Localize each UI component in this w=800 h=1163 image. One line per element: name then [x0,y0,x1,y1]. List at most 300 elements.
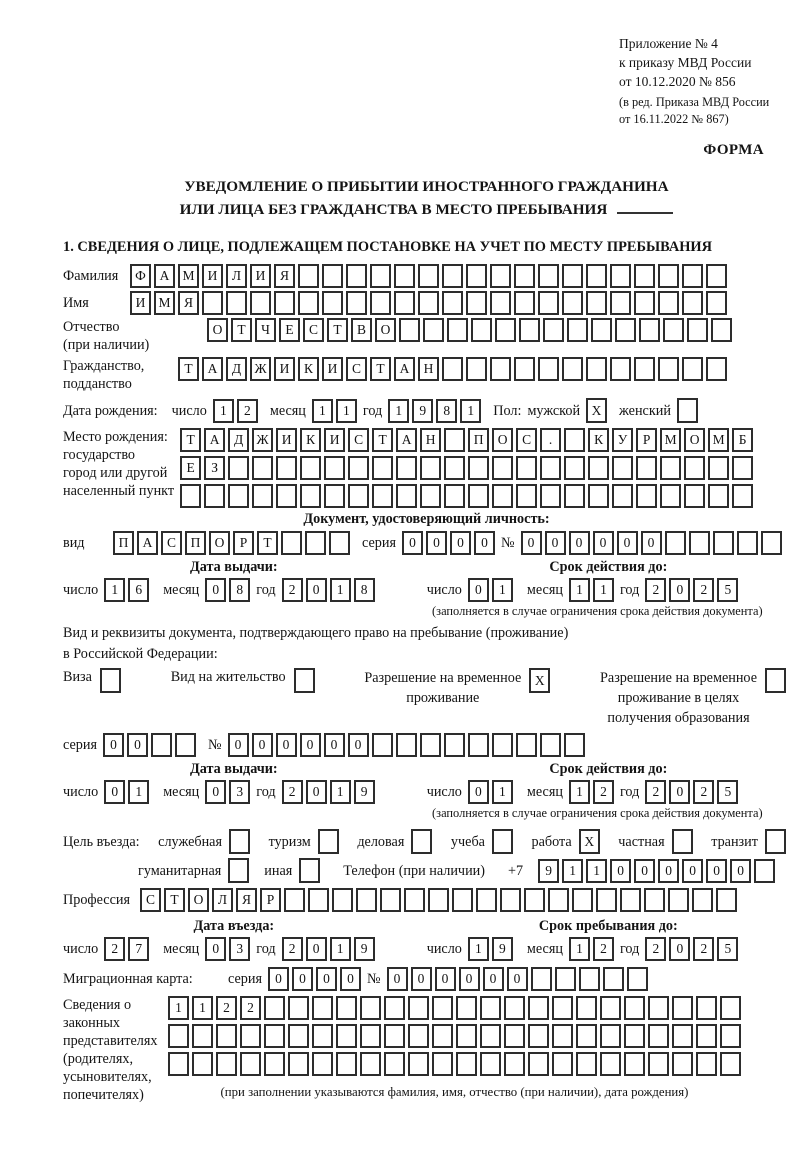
char-cell [576,996,597,1020]
char-cell [240,1052,261,1076]
birth-place-label-line-4: населенный пункт [63,483,175,499]
char-cell [689,531,710,555]
patronymic-row [63,318,790,354]
char-cell [471,318,492,342]
char-cell [281,531,302,555]
char-cell: 0 [730,859,751,883]
char-cell [658,264,679,288]
char-cell [324,484,345,508]
valid-year-label: год [619,582,640,598]
char-cell: И [202,264,223,288]
birth-place-row-2 [180,456,753,480]
char-cell: 0 [306,780,327,804]
char-cell [692,888,713,912]
char-cell: Р [260,888,281,912]
char-cell: 1 [336,399,357,423]
identity-doc-dates [63,559,790,619]
char-cell: О [375,318,396,342]
char-cell [588,456,609,480]
temp-residence-education-label-line-3: получения образования [607,710,750,726]
char-cell [528,1024,549,1048]
char-cell: 1 [330,937,351,961]
char-cell [384,996,405,1020]
reps-label-line-4: (родителях, [63,1051,134,1067]
temp-residence-label-line-1: Разрешение на временное [364,670,522,686]
stay-year-cells [645,937,738,961]
char-cell [276,484,297,508]
char-cell [720,996,741,1020]
char-cell: К [298,357,319,381]
char-cell: Т [372,428,393,452]
entry-month-cells [205,937,250,961]
char-cell [682,264,703,288]
sex-male-checkbox: X [586,398,607,423]
char-cell: 5 [717,937,738,961]
res-valid-month-cells [569,780,614,804]
char-cell: 1 [312,399,333,423]
char-cell [538,291,559,315]
char-cell: 1 [213,399,234,423]
surname-label: Фамилия [63,268,119,284]
char-cell: 2 [593,780,614,804]
char-cell [420,733,441,757]
char-cell: 1 [192,996,213,1020]
char-cell: Т [178,357,199,381]
char-cell [600,996,621,1020]
char-cell: С [516,428,537,452]
char-cell [490,357,511,381]
char-cell: Ч [255,318,276,342]
char-cell [480,1052,501,1076]
birth-date-row [63,398,790,423]
char-cell: 1 [492,780,513,804]
char-cell: 0 [402,531,423,555]
char-cell: 2 [645,780,666,804]
doc-valid-date-row [405,578,790,602]
res-valid-date-title: Срок действия до: [549,761,668,777]
char-cell [396,456,417,480]
valid-year-cells [645,578,738,602]
temp-residence-label [364,668,521,708]
char-cell [228,484,249,508]
char-cell [552,1024,573,1048]
issue-month-label: месяц [163,582,200,598]
stay-month-cells [569,937,614,961]
visit-purpose-row [63,829,790,854]
char-cell [250,291,271,315]
char-cell [672,1024,693,1048]
char-cell [732,484,753,508]
char-cell: П [185,531,206,555]
char-cell [648,1052,669,1076]
char-cell: Т [370,357,391,381]
char-cell: С [140,888,161,912]
purpose-other-checkbox [299,858,320,883]
surname-row [63,264,790,288]
char-cell: 1 [562,859,583,883]
char-cell: 0 [205,578,226,602]
char-cell: 1 [168,996,189,1020]
char-cell: П [113,531,134,555]
purpose-study [451,829,513,854]
char-cell [516,733,537,757]
char-cell: Т [257,531,278,555]
char-cell [360,1052,381,1076]
char-cell: М [660,428,681,452]
char-cell: 2 [645,578,666,602]
char-cell [276,456,297,480]
char-cell: 0 [669,937,690,961]
char-cell: 0 [459,967,480,991]
char-cell [567,318,588,342]
char-cell [620,888,641,912]
char-cell [420,484,441,508]
char-cell [706,264,727,288]
char-cell [442,291,463,315]
entry-day-label: число [63,941,99,957]
option-residence-permit [171,668,315,693]
char-cell: О [492,428,513,452]
valid-month-cells [569,578,614,602]
char-cell: 0 [669,578,690,602]
char-cell [456,1052,477,1076]
birth-day-label: число [171,402,207,419]
purpose-work-label: работа [531,833,572,850]
purpose-tourism-checkbox [318,829,339,854]
char-cell: Н [420,428,441,452]
reps-label-line-3: представителях [63,1033,158,1049]
char-cell [346,264,367,288]
char-cell [624,1024,645,1048]
residence-doc-intro-line-1: Вид и реквизиты документа, подтверждающего право на пребывание (проживание) [63,625,569,641]
reps-label-line-6: попечителях) [63,1087,144,1103]
res-issue-month-cells [205,780,250,804]
char-cell [524,888,545,912]
char-cell [720,1024,741,1048]
firstname-row [63,291,790,315]
char-cell: А [396,428,417,452]
residence-permit-label: Вид на жительство [170,669,286,685]
char-cell: Д [226,357,247,381]
char-cell [538,264,559,288]
char-cell [516,456,537,480]
visa-label: Виза [63,669,92,685]
char-cell: 0 [450,531,471,555]
res-series-label: серия [63,737,97,753]
migration-card-row [63,967,790,991]
char-cell [372,733,393,757]
char-cell [468,456,489,480]
char-cell: М [178,264,199,288]
purpose-tourism-label: туризм [268,833,311,850]
char-cell: 0 [104,780,125,804]
char-cell: 9 [354,780,375,804]
char-cell: 0 [205,937,226,961]
char-cell: И [130,291,151,315]
residence-permit-checkbox [294,668,315,693]
res-series-cells [103,733,196,757]
char-cell [226,291,247,315]
char-cell [648,996,669,1020]
char-cell [288,1052,309,1076]
entry-date-title: Дата въезда: [193,918,275,934]
title-line-2: ИЛИ ЛИЦА БЕЗ ГРАЖДАНСТВА В МЕСТО ПРЕБЫВАНИЯ [179,201,608,218]
char-cell [370,264,391,288]
char-cell [627,967,648,991]
char-cell [564,733,585,757]
char-cell: 2 [282,578,303,602]
char-cell [576,1052,597,1076]
birth-place-row-1 [180,428,753,452]
char-cell [588,484,609,508]
purpose-humanitarian-label: гуманитарная [138,862,222,879]
char-cell [684,456,705,480]
char-cell: 0 [634,859,655,883]
char-cell [660,456,681,480]
entry-date-row [63,937,405,961]
char-cell [711,318,732,342]
char-cell [516,484,537,508]
char-cell: А [394,357,415,381]
char-cell: К [300,428,321,452]
char-cell: И [274,357,295,381]
char-cell [444,456,465,480]
char-cell [480,996,501,1020]
char-cell [576,1024,597,1048]
patronymic-label-line-1: Отчество [63,319,120,335]
char-cell [564,484,585,508]
char-cell [408,1024,429,1048]
purpose-other-label: иная [264,862,293,879]
doc-series-label: серия [362,535,396,551]
char-cell: 2 [693,937,714,961]
birth-month-cells [312,399,357,423]
char-cell: 8 [354,578,375,602]
valid-day-label: число [426,582,462,598]
res-valid-date-row [405,780,790,804]
res-issue-date-block [63,761,405,821]
char-cell: Т [231,318,252,342]
char-cell [329,531,350,555]
char-cell: 2 [104,937,125,961]
char-cell [408,996,429,1020]
char-cell: 1 [593,578,614,602]
char-cell [404,888,425,912]
char-cell: 0 [545,531,566,555]
char-cell: 0 [276,733,297,757]
temp-residence-education-label-line-1: Разрешение на временное [600,670,757,686]
validity-restriction-note: (заполняется в случае ограничения срока действия документа) [432,604,763,618]
char-cell: А [202,357,223,381]
char-cell: 1 [330,780,351,804]
char-cell: 0 [306,578,327,602]
char-cell [514,357,535,381]
res-issue-day-cells [104,780,149,804]
char-cell [420,456,441,480]
annex-reference [619,34,790,128]
char-cell [504,996,525,1020]
sex-male-label: мужской [527,402,581,419]
char-cell: 2 [645,937,666,961]
char-cell [716,888,737,912]
annex-line-2: к приказу МВД России [619,55,752,70]
stay-until-title: Срок пребывания до: [538,918,678,934]
char-cell: А [154,264,175,288]
char-cell: 3 [229,780,250,804]
birth-place-label-line-2: государство [63,447,136,463]
char-cell [264,996,285,1020]
char-cell [312,996,333,1020]
char-cell: 0 [569,531,590,555]
char-cell [636,484,657,508]
char-cell: 1 [586,859,607,883]
char-cell: 5 [717,578,738,602]
char-cell: 0 [658,859,679,883]
reps-row-2 [168,1024,741,1048]
char-cell: 9 [412,399,433,423]
stay-until-row [405,937,790,961]
char-cell [514,291,535,315]
char-cell [372,484,393,508]
entry-year-label: год [256,941,276,957]
migcard-series-label: серия [228,971,262,987]
char-cell: 2 [693,780,714,804]
char-cell [612,484,633,508]
char-cell: С [303,318,324,342]
char-cell [168,1024,189,1048]
char-cell [447,318,468,342]
char-cell [660,484,681,508]
sex-female-checkbox [677,398,698,423]
char-cell: 0 [268,967,289,991]
char-cell: Я [236,888,257,912]
char-cell [495,318,516,342]
char-cell [370,291,391,315]
citizenship-label [63,357,172,393]
char-cell [308,888,329,912]
citizenship-row [63,357,790,393]
char-cell: 0 [292,967,313,991]
section-1-heading: 1. СВЕДЕНИЯ О ЛИЦЕ, ПОДЛЕЖАЩЕМ ПОСТАНОВКЕ НА УЧЕТ ПО МЕСТУ ПРЕБЫВАНИЯ [63,239,712,255]
char-cell [696,996,717,1020]
char-cell [151,733,172,757]
char-cell [600,1052,621,1076]
res-issue-day-label: число [63,784,99,800]
char-cell [312,1024,333,1048]
char-cell [442,357,463,381]
char-cell: О [207,318,228,342]
char-cell [687,318,708,342]
char-cell [737,531,758,555]
char-cell [305,531,326,555]
res-issue-year-cells [282,780,375,804]
char-cell [624,1052,645,1076]
purpose-transit-checkbox [765,829,786,854]
char-cell: 1 [569,780,590,804]
char-cell [504,1024,525,1048]
char-cell: 6 [128,578,149,602]
char-cell [298,291,319,315]
migcard-number-cells [387,967,648,991]
valid-day-cells [468,578,513,602]
char-cell: М [154,291,175,315]
char-cell: 0 [617,531,638,555]
firstname-cells [130,291,727,315]
char-cell: 0 [426,531,447,555]
char-cell [665,531,686,555]
migration-card-label: Миграционная карта: [63,971,193,987]
char-cell: 5 [717,780,738,804]
char-cell [228,456,249,480]
res-issue-year-label: год [256,784,276,800]
char-cell [476,888,497,912]
char-cell [240,1024,261,1048]
purpose-other [264,858,320,883]
char-cell [444,428,465,452]
char-cell [432,1024,453,1048]
char-cell [708,456,729,480]
char-cell [432,1052,453,1076]
char-cell: 0 [682,859,703,883]
purpose-humanitarian [138,858,249,883]
char-cell [552,1052,573,1076]
patronymic-label-line-2: (при наличии) [63,337,150,353]
purpose-humanitarian-checkbox [228,858,249,883]
purpose-business [158,829,250,854]
title-line-2-wrap [63,198,790,221]
char-cell [452,888,473,912]
char-cell [322,291,343,315]
char-cell [706,291,727,315]
char-cell [466,357,487,381]
char-cell [610,357,631,381]
char-cell [548,888,569,912]
char-cell [202,291,223,315]
char-cell: О [209,531,230,555]
char-cell: 0 [103,733,124,757]
char-cell [204,484,225,508]
issue-year-cells [282,578,375,602]
form-label: ФОРМА [703,142,764,158]
entry-month-label: месяц [163,941,200,957]
char-cell: О [684,428,705,452]
char-cell: 1 [330,578,351,602]
char-cell [682,357,703,381]
char-cell [396,733,417,757]
char-cell: М [708,428,729,452]
char-cell [492,733,513,757]
char-cell [336,1052,357,1076]
birth-place-cell-rows [180,428,753,508]
char-cell: 1 [468,937,489,961]
char-cell: 0 [324,733,345,757]
char-cell [346,291,367,315]
char-cell: 0 [348,733,369,757]
option-visa [63,668,121,693]
char-cell [456,1024,477,1048]
visit-purpose-row-2 [138,858,790,883]
char-cell [348,456,369,480]
reps-label-line-2: законных [63,1015,120,1031]
profession-label: Профессия [63,892,130,908]
reps-note: (при заполнении указываются фамилия, имя, отчество (при наличии), дата рождения) [220,1085,689,1099]
char-cell: Р [636,428,657,452]
char-cell [634,357,655,381]
char-cell: 0 [474,531,495,555]
reps-row-1 [168,996,741,1020]
legal-representatives-label [63,996,162,1104]
purpose-business-checkbox [229,829,250,854]
